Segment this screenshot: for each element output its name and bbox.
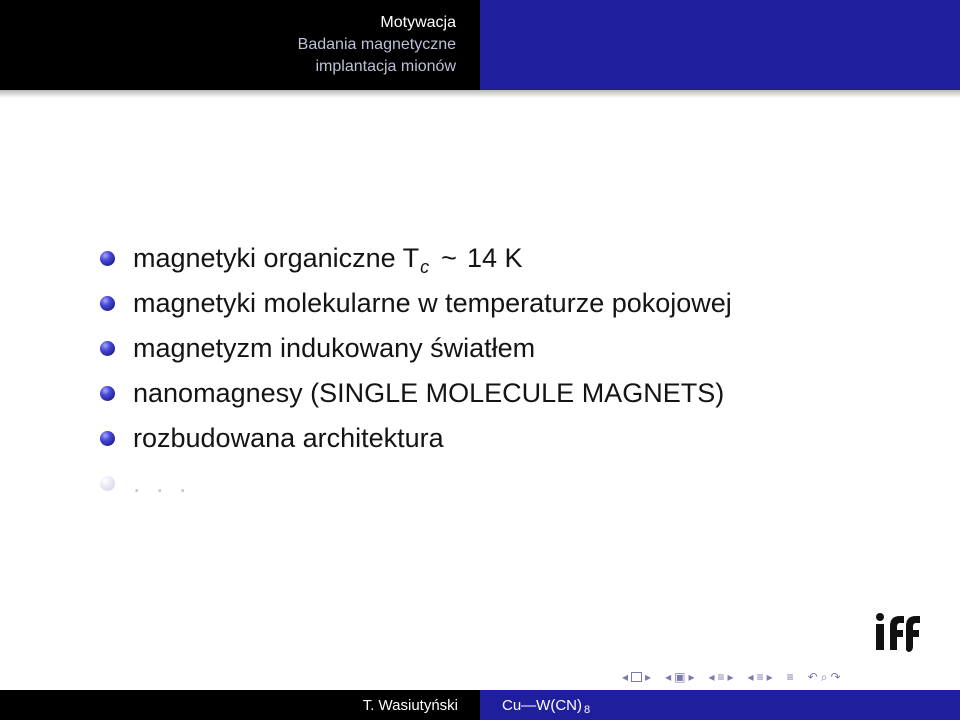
header-title[interactable]: Motywacja [380, 14, 456, 31]
institute-logo-icon [872, 610, 924, 654]
nav-prev-part-icon[interactable]: ◂ [747, 670, 754, 684]
nav-toc-icon[interactable]: ≡ [786, 670, 794, 684]
list-item [100, 416, 732, 461]
nav-next-part-icon[interactable]: ▸ [766, 670, 773, 684]
bullet-icon [100, 386, 115, 401]
subscript-c: c [420, 257, 430, 277]
nav-frame-icon[interactable] [631, 672, 642, 682]
bullet-icon [100, 341, 115, 356]
beamer-navigation-icons [622, 667, 841, 687]
bullet-text: magnetyki molekularne w temperaturze pokojowej [133, 288, 732, 318]
slide-footer [0, 690, 960, 720]
list-item [100, 236, 732, 281]
bullet-text: rozbudowana architektura [133, 423, 444, 453]
bullet-icon [100, 431, 115, 446]
tilde-symbol: ~ [441, 243, 457, 273]
nav-prev-section-icon[interactable]: ◂ [708, 670, 715, 684]
bullet-icon-faded [100, 476, 115, 491]
slide-header [0, 0, 960, 90]
header-section-2[interactable]: implantacja mionów [315, 58, 456, 75]
footer-title-subscript: 8 [584, 704, 591, 716]
header-shadow [0, 90, 960, 98]
footer-author: T. Wasiutyński [0, 690, 480, 720]
header-blue-panel [480, 0, 960, 90]
nav-next-section-icon[interactable]: ▸ [727, 670, 734, 684]
nav-redo-icon[interactable]: ↷ [830, 670, 841, 684]
list-item [100, 281, 732, 326]
bullet-text: nanomagnesy (SINGLE MOLECULE MAGNETS) [133, 378, 725, 408]
bullet-list [100, 236, 732, 506]
footer-title-main: Cu—W(CN) [502, 696, 582, 714]
nav-next-subsection-icon[interactable]: ▸ [688, 670, 695, 684]
nav-first-icon[interactable]: ◂ [622, 670, 629, 684]
nav-undo-icon[interactable]: ↶ [807, 670, 818, 684]
nav-search-icon[interactable]: ⌕ [820, 670, 828, 684]
bullet-text-faded: . . . [133, 468, 191, 498]
header-navigation [0, 0, 480, 90]
list-item [100, 461, 732, 506]
bullet-icon [100, 296, 115, 311]
bullet-text: magnetyzm indukowany światłem [133, 333, 536, 363]
bullet-text: magnetyki organiczne $T_c$ ~ 14 K [133, 243, 523, 277]
list-item [100, 371, 732, 416]
footer-title [480, 690, 960, 720]
nav-part-icon[interactable]: ≡ [756, 670, 764, 684]
bullet-icon [100, 251, 115, 266]
nav-subsection-icon[interactable]: ▣ [674, 670, 686, 684]
nav-prev-subsection-icon[interactable]: ◂ [665, 670, 672, 684]
nav-section-icon[interactable]: ≡ [717, 670, 725, 684]
header-section-1[interactable]: Badania magnetyczne [297, 36, 456, 53]
nav-next-icon[interactable]: ▸ [645, 670, 652, 684]
list-item [100, 326, 732, 371]
